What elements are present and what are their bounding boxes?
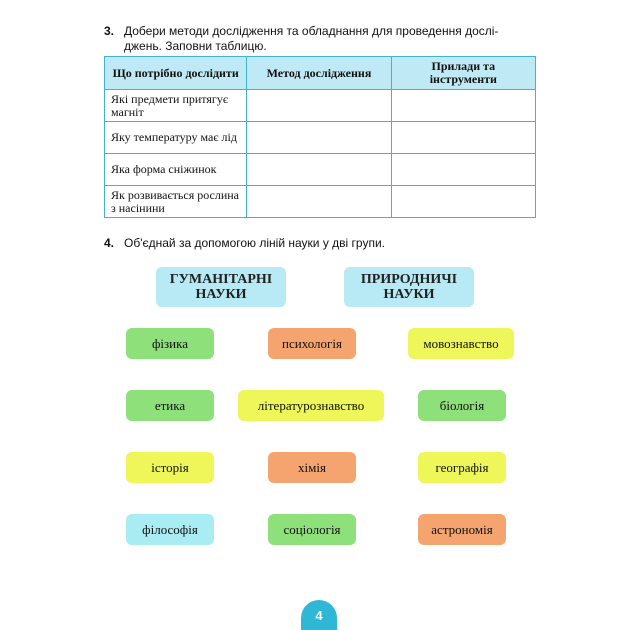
row-question: Як розвивається рослина з насінини: [105, 186, 247, 218]
table-row: [105, 90, 536, 122]
row-question: Які предмети притягує магніт: [105, 90, 247, 122]
header-what-to-study: Що потрібно дослідити: [105, 57, 247, 90]
group-humanities[interactable]: ГУМАНІТАРНІ НАУКИ: [156, 267, 286, 307]
science-card[interactable]: астрономія: [418, 514, 506, 545]
header-method: Метод дослідження: [247, 57, 391, 90]
table-row: [105, 154, 536, 186]
method-cell[interactable]: [247, 186, 391, 218]
science-card[interactable]: психологія: [268, 328, 356, 359]
science-card[interactable]: історія: [126, 452, 214, 483]
science-card[interactable]: хімія: [268, 452, 356, 483]
instruments-cell[interactable]: [391, 186, 535, 218]
header-instruments: Прилади та інструменти: [391, 57, 535, 90]
science-card[interactable]: філософія: [126, 514, 214, 545]
method-cell[interactable]: [247, 122, 391, 154]
science-card[interactable]: літературознавство: [238, 390, 384, 421]
instruments-cell[interactable]: [391, 154, 535, 186]
task-3-instruction-line-2: джень. Заповни таблицю.: [124, 39, 267, 53]
method-cell[interactable]: [247, 90, 391, 122]
science-card[interactable]: етика: [126, 390, 214, 421]
row-question: Яку температуру має лід: [105, 122, 247, 154]
table-header-row: [105, 57, 536, 90]
table-row: [105, 122, 536, 154]
task-4-number: 4.: [104, 236, 115, 250]
task-4-instruction: Об'єднай за допомогою ліній науки у дві групи.: [124, 236, 385, 250]
instruments-cell[interactable]: [391, 122, 535, 154]
science-card[interactable]: біологія: [418, 390, 506, 421]
page-number: 4: [301, 600, 337, 630]
research-table: [104, 56, 536, 218]
task-3-instruction-line-1: Добери методи дослідження та обладнання для проведення дослі-: [124, 24, 499, 38]
science-card[interactable]: фізика: [126, 328, 214, 359]
science-card[interactable]: соціологія: [268, 514, 356, 545]
table-row: [105, 186, 536, 218]
science-card[interactable]: мовознавство: [408, 328, 514, 359]
task-3-number: 3.: [104, 24, 115, 38]
science-card[interactable]: географія: [418, 452, 506, 483]
method-cell[interactable]: [247, 154, 391, 186]
row-question: Яка форма сніжинок: [105, 154, 247, 186]
instruments-cell[interactable]: [391, 90, 535, 122]
group-natural-sciences[interactable]: ПРИРОДНИЧІ НАУКИ: [344, 267, 474, 307]
